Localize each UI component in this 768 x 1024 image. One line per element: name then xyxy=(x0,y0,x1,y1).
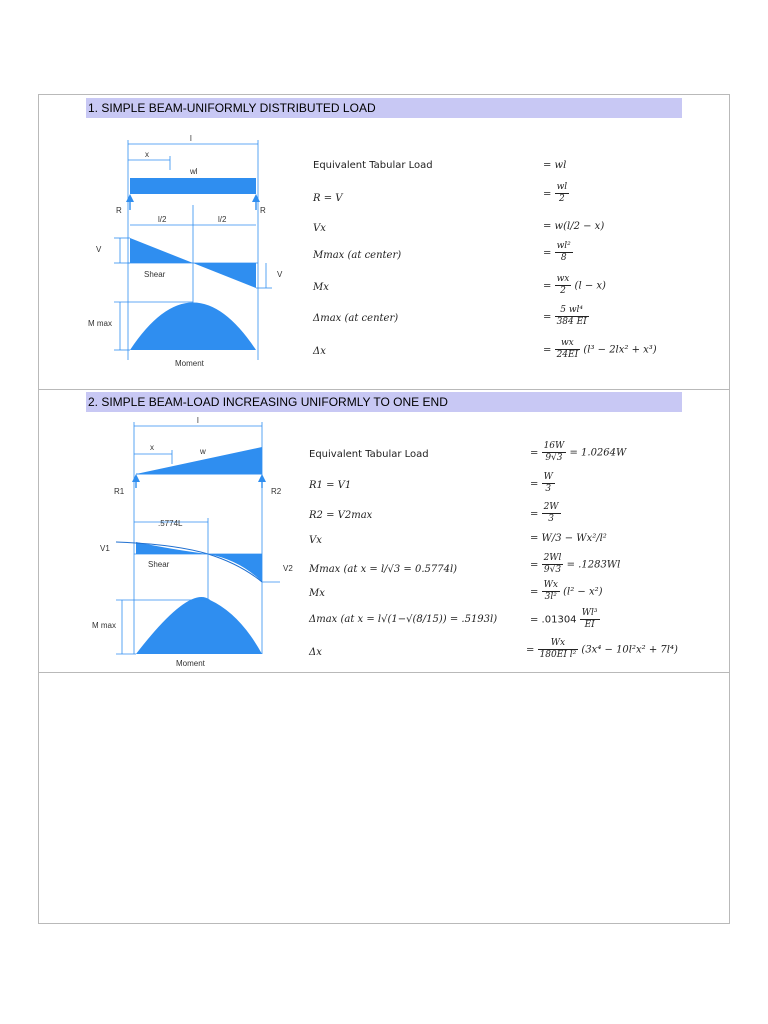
s2-rhs-4: = $\frac{2Wl}{9√3}$ = .1283Wl xyxy=(530,553,621,575)
s1-span-label: l xyxy=(190,134,192,143)
s2-shear-negative xyxy=(208,554,262,582)
s2-rhs-3: = W/3 − Wx²/l² xyxy=(530,533,607,544)
s2-lhs-5: Mx xyxy=(309,588,325,599)
s1-rhs-4: = $\frac{wx}{2}$ (l − x) xyxy=(543,274,606,296)
s2-rhs-2: = $\frac{2W}{3}$ xyxy=(530,502,559,524)
row-divider-2 xyxy=(38,672,730,673)
s1-reaction-right-arrow xyxy=(252,194,260,202)
s1-R-left: R xyxy=(116,206,122,215)
s1-R-right: R xyxy=(260,206,266,215)
s1-lhs-4: Mx xyxy=(313,282,329,293)
s2-lhs-6: Δmax (at x = l√(1−√(8/15)) = .5193l) xyxy=(309,614,498,625)
s2-lhs-3: Vx xyxy=(309,535,322,546)
s1-lhs-3: Mmax (at center) xyxy=(313,250,402,261)
s2-lhs-0: Equivalent Tabular Load xyxy=(309,449,429,460)
row-divider-1 xyxy=(38,389,730,390)
section2-diagram xyxy=(80,414,295,672)
s1-half-right: l/2 xyxy=(218,215,227,224)
s1-shear-negative xyxy=(193,263,256,288)
s2-span-label: l xyxy=(197,416,199,425)
s1-V-right: V xyxy=(277,270,283,279)
s2-lhs-4: Mmax (at x = l/√3 = 0.5774l) xyxy=(309,564,458,575)
s1-lhs-1: R = V xyxy=(313,193,343,204)
s2-x-label: x xyxy=(150,443,154,452)
s1-mmax-label: M max xyxy=(88,319,112,328)
s1-rhs-0: = wl xyxy=(543,160,567,171)
s2-load-label: w xyxy=(200,447,206,456)
s2-moment-curve xyxy=(136,597,262,654)
s2-dim-label: .5774L xyxy=(158,519,183,528)
s1-lhs-2: Vx xyxy=(313,223,326,234)
s2-rhs-6: = .01304 $\frac{\text{Wl³}}{EI}$ xyxy=(530,608,598,630)
s1-lhs-5: Δmax (at center) xyxy=(313,313,399,324)
s1-load-block xyxy=(130,178,256,194)
s1-shear-label: Shear xyxy=(144,270,166,279)
s1-moment-label: Moment xyxy=(175,359,204,368)
s2-reaction-right-arrow xyxy=(258,474,266,482)
s2-rhs-5: = $\frac{Wx}{\text{3l²}}$ (l² − x²) xyxy=(530,580,603,602)
s2-lhs-2: R2 = V2max xyxy=(309,510,373,521)
s2-V1: V1 xyxy=(100,544,110,553)
s1-rhs-3: = $\frac{\text{wl²}}{8}$ xyxy=(543,241,571,263)
s2-moment-label: Moment xyxy=(176,659,205,668)
s1-rhs-2: = w(l/2 − x) xyxy=(543,221,605,232)
s2-rhs-0: = $\frac{16W}{9√3}$ = 1.0264W xyxy=(530,441,627,463)
s2-R2: R2 xyxy=(271,487,282,496)
s2-rhs-1: = $\frac{W}{3}$ xyxy=(530,472,553,494)
s1-rhs-6: = $\frac{wx}{24EI}$ (l³ − 2lx² + x³) xyxy=(543,338,657,360)
s2-R1: R1 xyxy=(114,487,125,496)
section2-title: 2. SIMPLE BEAM-LOAD INCREASING UNIFORMLY TO ONE END xyxy=(86,392,682,412)
s1-half-left: l/2 xyxy=(158,215,167,224)
s1-rhs-1: = $\frac{wl}{2}$ xyxy=(543,182,568,204)
s1-moment-parabola xyxy=(130,303,256,351)
s2-rhs-7: = $\frac{Wx}{\text{180EI l²}}$ (3x⁴ − 10l²x² + 7l⁴) xyxy=(526,638,678,660)
s1-shear-positive xyxy=(130,238,193,263)
section1-title: 1. SIMPLE BEAM-UNIFORMLY DISTRIBUTED LOAD xyxy=(86,98,682,118)
s1-load-label: wl xyxy=(190,167,198,176)
s1-x-label: x xyxy=(145,150,149,159)
s2-lhs-1: R1 = V1 xyxy=(309,480,352,491)
s2-reaction-left-arrow xyxy=(132,474,140,482)
s2-shear-label: Shear xyxy=(148,560,170,569)
s2-mmax-label: M max xyxy=(92,621,116,630)
s1-lhs-6: Δx xyxy=(313,346,326,357)
s1-rhs-5: = $\frac{\text{5 wl⁴}}{384 EI}$ xyxy=(543,305,587,327)
s2-V2: V2 xyxy=(283,564,293,573)
s2-lhs-7: Δx xyxy=(309,647,322,658)
s1-V-left: V xyxy=(96,245,102,254)
s2-triangular-load xyxy=(136,447,262,474)
section1-diagram xyxy=(80,130,290,375)
s1-reaction-left-arrow xyxy=(126,194,134,202)
s1-lhs-0: Equivalent Tabular Load xyxy=(313,160,433,171)
